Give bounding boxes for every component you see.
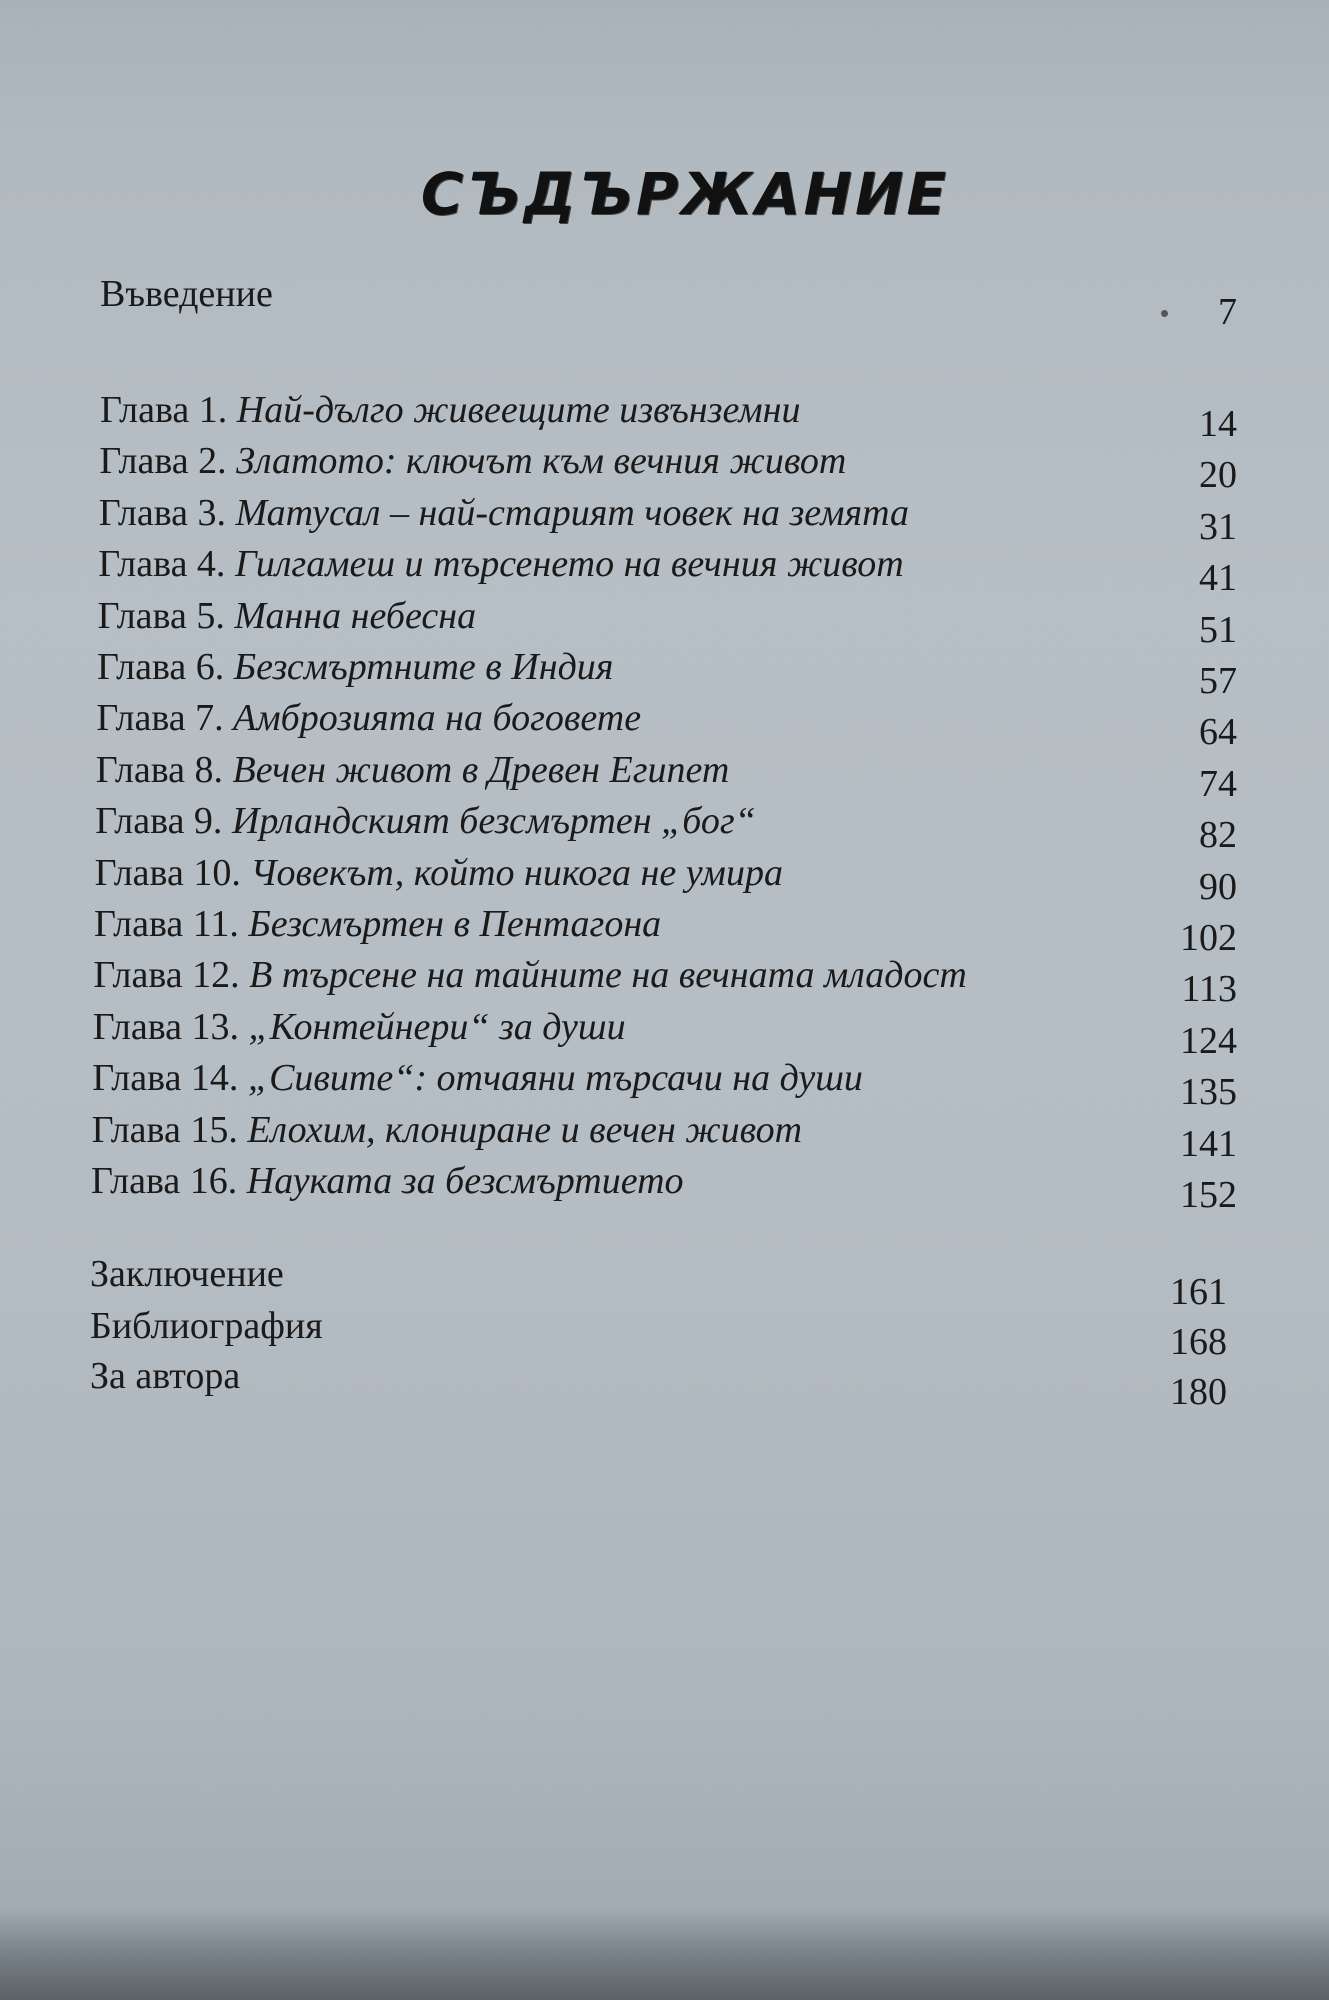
- toc-entry-chapter: [0, 799, 1329, 857]
- toc-entry-page: 124: [1180, 1019, 1237, 1062]
- toc-entry-chapter: [0, 1005, 1329, 1062]
- toc-entry-label: [93, 953, 966, 997]
- toc-entry-label: [99, 491, 909, 535]
- page-title: СЪДЪРЖАНИЕ: [420, 160, 950, 228]
- toc-entry-page: 64: [1199, 711, 1237, 754]
- toc-entry-chapter: [0, 1056, 1329, 1114]
- chapter-title: Матусал – най-старият човек на земята: [235, 491, 910, 534]
- toc-entry-page: 152: [1180, 1174, 1237, 1216]
- toc-entry-label: Библиография: [90, 1305, 323, 1347]
- toc-entry-page: 90: [1199, 865, 1237, 908]
- chapter-number: Глава 8.: [95, 748, 224, 791]
- chapter-number: Глава 14.: [92, 1057, 239, 1100]
- paper-speck: [1161, 310, 1168, 317]
- toc-entry-chapter: [0, 491, 1329, 548]
- toc-entry-page: 102: [1180, 917, 1237, 959]
- toc-entry-label: [95, 851, 783, 895]
- toc-entry-page: 82: [1199, 814, 1237, 857]
- toc-entry-chapter: [0, 851, 1329, 908]
- toc-entry-page: 141: [1180, 1122, 1237, 1165]
- chapter-number: Глава 2.: [99, 440, 227, 483]
- chapter-number: Глава 9.: [95, 800, 223, 843]
- chapter-number: Глава 10.: [94, 851, 241, 894]
- toc-entry-label: За автора: [90, 1355, 241, 1397]
- toc-entry-intro: [0, 272, 1329, 333]
- toc-entry-label: [96, 696, 641, 740]
- chapter-number: Глава 12.: [93, 954, 240, 997]
- toc-entry-page: 31: [1199, 505, 1237, 548]
- toc-entry-page: 74: [1199, 762, 1237, 805]
- chapter-title: Безсмъртните в Индия: [233, 646, 614, 688]
- chapter-title: Науката за безсмъртието: [246, 1160, 684, 1202]
- toc-entry-label: [98, 542, 904, 586]
- chapter-title: Безсмъртен в Пентагона: [248, 903, 662, 945]
- toc-entry-label: [100, 388, 801, 432]
- chapter-number: Глава 3.: [98, 491, 227, 534]
- toc-entry-label: Въведение: [100, 273, 273, 315]
- toc-entry-page: 113: [1181, 968, 1237, 1011]
- toc-entry-page: 135: [1180, 1071, 1237, 1114]
- toc-entry-chapter: [0, 953, 1329, 1011]
- toc-entry-page: 7: [1218, 291, 1237, 333]
- toc-entry-chapter: [0, 645, 1329, 702]
- chapter-title: Амброзията на боговете: [233, 697, 642, 740]
- chapter-number: Глава 13.: [92, 1005, 240, 1048]
- chapter-number: Глава 16.: [91, 1160, 238, 1202]
- toc-entry-page: 180: [1170, 1371, 1227, 1413]
- toc-entry-label: Заключение: [90, 1253, 284, 1295]
- toc-entry-chapter: [0, 902, 1329, 959]
- chapter-title: Елохим, клониране и вечен живот: [247, 1108, 803, 1151]
- toc-entry-chapter: [0, 748, 1329, 805]
- chapter-title: Златото: ключът към вечния живот: [236, 440, 847, 483]
- toc-entry-page: 57: [1199, 660, 1237, 702]
- toc-entry-page: 20: [1199, 454, 1237, 497]
- toc-entry-page: 41: [1199, 557, 1237, 600]
- toc-entry-chapter: [0, 388, 1329, 445]
- chapter-title: Най-дълго живеещите извънземни: [236, 389, 801, 431]
- toc-entry-page: 161: [1170, 1271, 1227, 1313]
- chapter-number: Глава 1.: [100, 389, 228, 431]
- toc-entry-label: [92, 1108, 802, 1152]
- toc-entry-page: 51: [1199, 608, 1237, 651]
- toc-entry-chapter: [0, 1159, 1329, 1216]
- toc-entry-label: [98, 594, 476, 638]
- chapter-title: Вечен живот в Древен Египет: [232, 748, 730, 791]
- toc-entry-label: [94, 902, 661, 946]
- chapter-title: Гилгамеш и търсенето на вечния живот: [234, 543, 904, 586]
- chapter-title: Човекът, който никога не умира: [250, 851, 783, 894]
- toc-entry-label: [92, 1056, 863, 1100]
- toc-entry-label: [99, 439, 846, 483]
- chapter-number: Глава 11.: [94, 903, 239, 945]
- chapter-number: Глава 7.: [96, 697, 224, 740]
- toc-entry-label: [91, 1159, 684, 1203]
- chapter-number: Глава 5.: [97, 594, 225, 637]
- toc-entry-chapter: [0, 542, 1329, 600]
- chapter-title: Ирландският безсмъртен „бог“: [231, 800, 756, 843]
- chapter-number: Глава 4.: [98, 543, 226, 586]
- toc-entry-chapter: [0, 1108, 1329, 1165]
- chapter-title: Манна небесна: [234, 594, 477, 637]
- toc-entry-label: [95, 799, 756, 843]
- chapter-title: „Контейнери“ за души: [248, 1005, 626, 1048]
- toc-entry-chapter: [0, 594, 1329, 651]
- page-edge-shadow: [0, 1910, 1329, 2000]
- toc-entry-page: 168: [1170, 1321, 1227, 1363]
- toc-entry-label: [97, 645, 613, 689]
- chapter-title: В търсене на тайните на вечната младост: [249, 954, 967, 997]
- toc-entry-page: 14: [1199, 403, 1237, 445]
- toc-entry-label: [96, 748, 730, 792]
- chapter-number: Глава 15.: [91, 1108, 238, 1151]
- toc-entry-label: [93, 1005, 626, 1049]
- chapter-title: „Сивите“: отчаяни търсачи на души: [247, 1057, 863, 1100]
- toc-entry-chapter: [0, 439, 1329, 497]
- chapter-number: Глава 6.: [97, 646, 225, 688]
- toc-entry-chapter: [0, 696, 1329, 754]
